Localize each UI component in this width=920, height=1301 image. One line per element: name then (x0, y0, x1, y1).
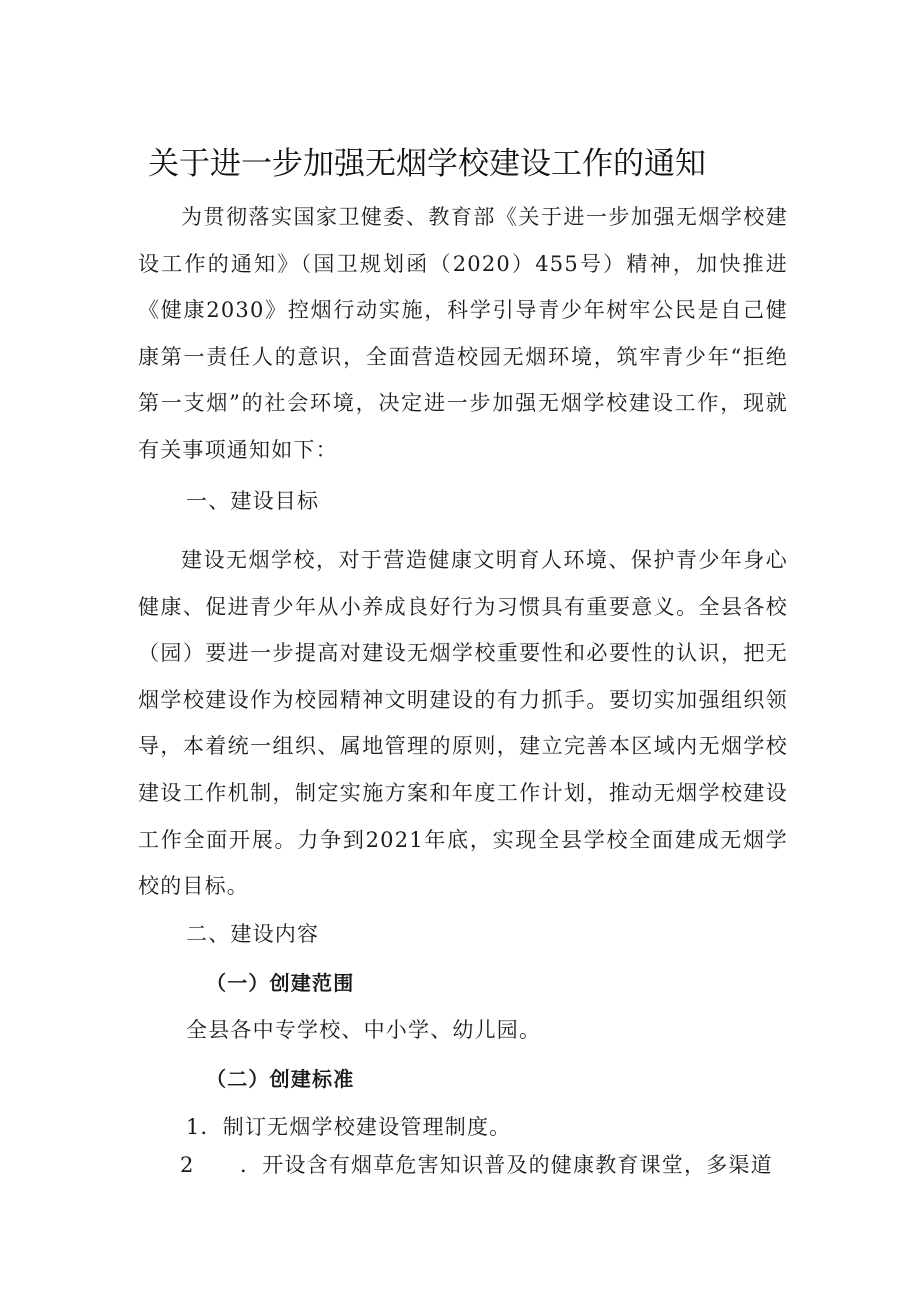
subsection-2-heading: （二）创建标准 (206, 1067, 355, 1091)
intro-paragraph: 为贯彻落实国家卫健委、教育部《关于进一步加强无烟学校建设工作的通知》（国卫规划函（2020）455号）精神，加快推进《健康2030》控烟行动实施，科学引导青少年树牢公民是自己健康第一责任人的意识，全面营造校园无烟环境，筑牢青少年“拒绝第一支烟”的社会环境，决定进一步加强无烟学校建设工作，现就有关事项通知如下： (138, 205, 788, 462)
section-1-body: 建设无烟学校，对于营造健康文明育人环境、保护青少年身心健康、促进青少年从小养成良好行为习惯具有重要意义。全县各校（园）要进一步提高对建设无烟学校重要性和必要性的认识，把无烟学校建设作为校园精神文明建设的有力抓手。要切实加强组织领导，本着统一组织、属地管理的原则，建立完善本区域内无烟学校建设工作机制，制定实施方案和年度工作计划，推动无烟学校建设工作全面开展。力争到2021年底，实现全县学校全面建成无烟学校的目标。 (138, 548, 788, 899)
subsection-1-body: 全县各中专学校、中小学、幼儿园。 (186, 1018, 542, 1042)
standard-item-2-text: ．开设含有烟草危害知识普及的健康教育课堂，多渠道 (240, 1153, 773, 1177)
standard-item-2-number: 2 (180, 1153, 195, 1177)
standard-item-1: 1．制订无烟学校建设管理制度。 (186, 1115, 512, 1139)
standard-item-2 (180, 1149, 788, 1179)
document-title: 关于进一步加强无烟学校建设工作的通知 (148, 146, 706, 182)
section-1-heading: 一、建设目标 (186, 489, 320, 513)
subsection-1-heading: （一）创建范围 (206, 971, 355, 995)
section-2-heading: 二、建设内容 (186, 922, 320, 946)
